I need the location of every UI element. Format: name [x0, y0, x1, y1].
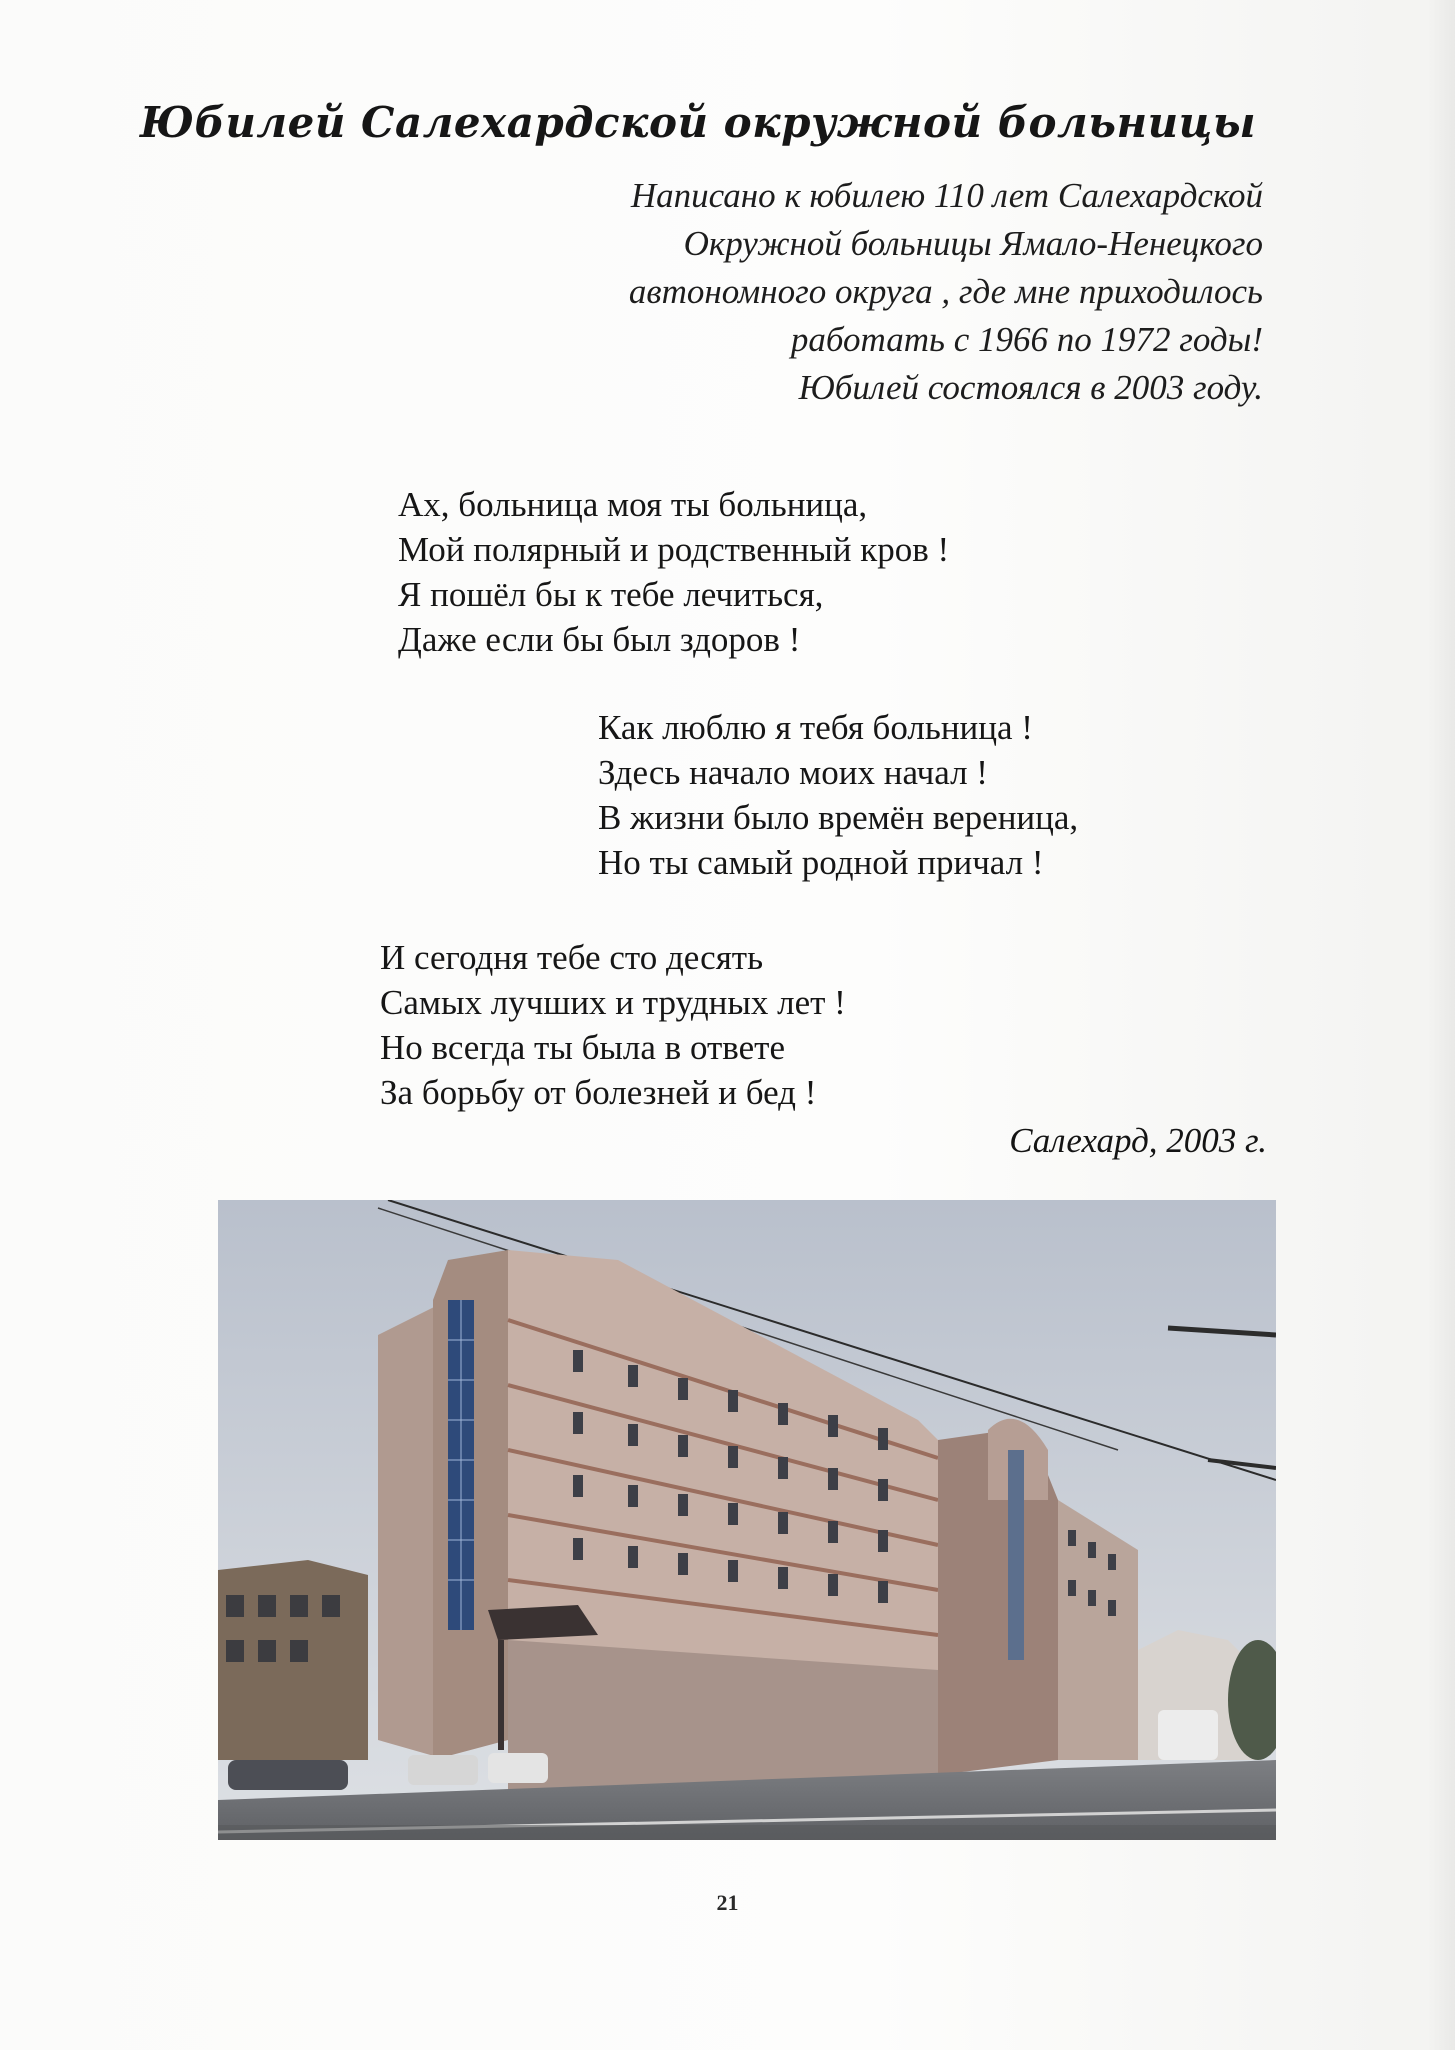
- poem-line: Мой полярный и родственный кров !: [398, 530, 950, 569]
- signature-place-date: Салехард, 2003 г.: [1009, 1121, 1267, 1160]
- page-number: 21: [716, 1890, 739, 1915]
- dedication-line: автономного округа , где мне приходилось: [628, 272, 1263, 311]
- poem-line: И сегодня тебе сто десять: [380, 938, 764, 977]
- hospital-building-photo: [218, 1200, 1276, 1840]
- poem-line: Но всегда ты была в ответе: [380, 1028, 785, 1067]
- dedication-line: Написано к юбилею 110 лет Салехардской: [630, 176, 1263, 215]
- dedication-line: Окружной больницы Ямало-Ненецкого: [683, 224, 1263, 263]
- poem-line: Как люблю я тебя больница !: [598, 708, 1033, 747]
- page-title: Юбилей Салехардской окружной больницы: [140, 98, 1257, 147]
- dedication-line: работать с 1966 по 1972 годы!: [790, 320, 1263, 359]
- poem-line: Самых лучших и трудных лет !: [380, 983, 846, 1022]
- poem-line: Здесь начало моих начал !: [598, 753, 988, 792]
- poem-stanza-1: [398, 482, 949, 662]
- poem-line: В жизни было времён вереница,: [598, 798, 1079, 837]
- dedication-epigraph: [503, 172, 1263, 412]
- poem-stanza-3: [380, 935, 846, 1115]
- poem-stanza-2: [598, 705, 1078, 885]
- poem-line: Но ты самый родной причал !: [598, 843, 1044, 882]
- poem-line: Я пошёл бы к тебе лечиться,: [398, 575, 824, 614]
- dedication-line: Юбилей состоялся в 2003 году.: [798, 368, 1263, 407]
- poem-line: За борьбу от болезней и бед !: [380, 1073, 817, 1112]
- page-edge-shadow: [1427, 0, 1455, 2050]
- poem-line: Даже если бы был здоров !: [398, 620, 801, 659]
- poem-line: Ах, больница моя ты больница,: [398, 485, 868, 524]
